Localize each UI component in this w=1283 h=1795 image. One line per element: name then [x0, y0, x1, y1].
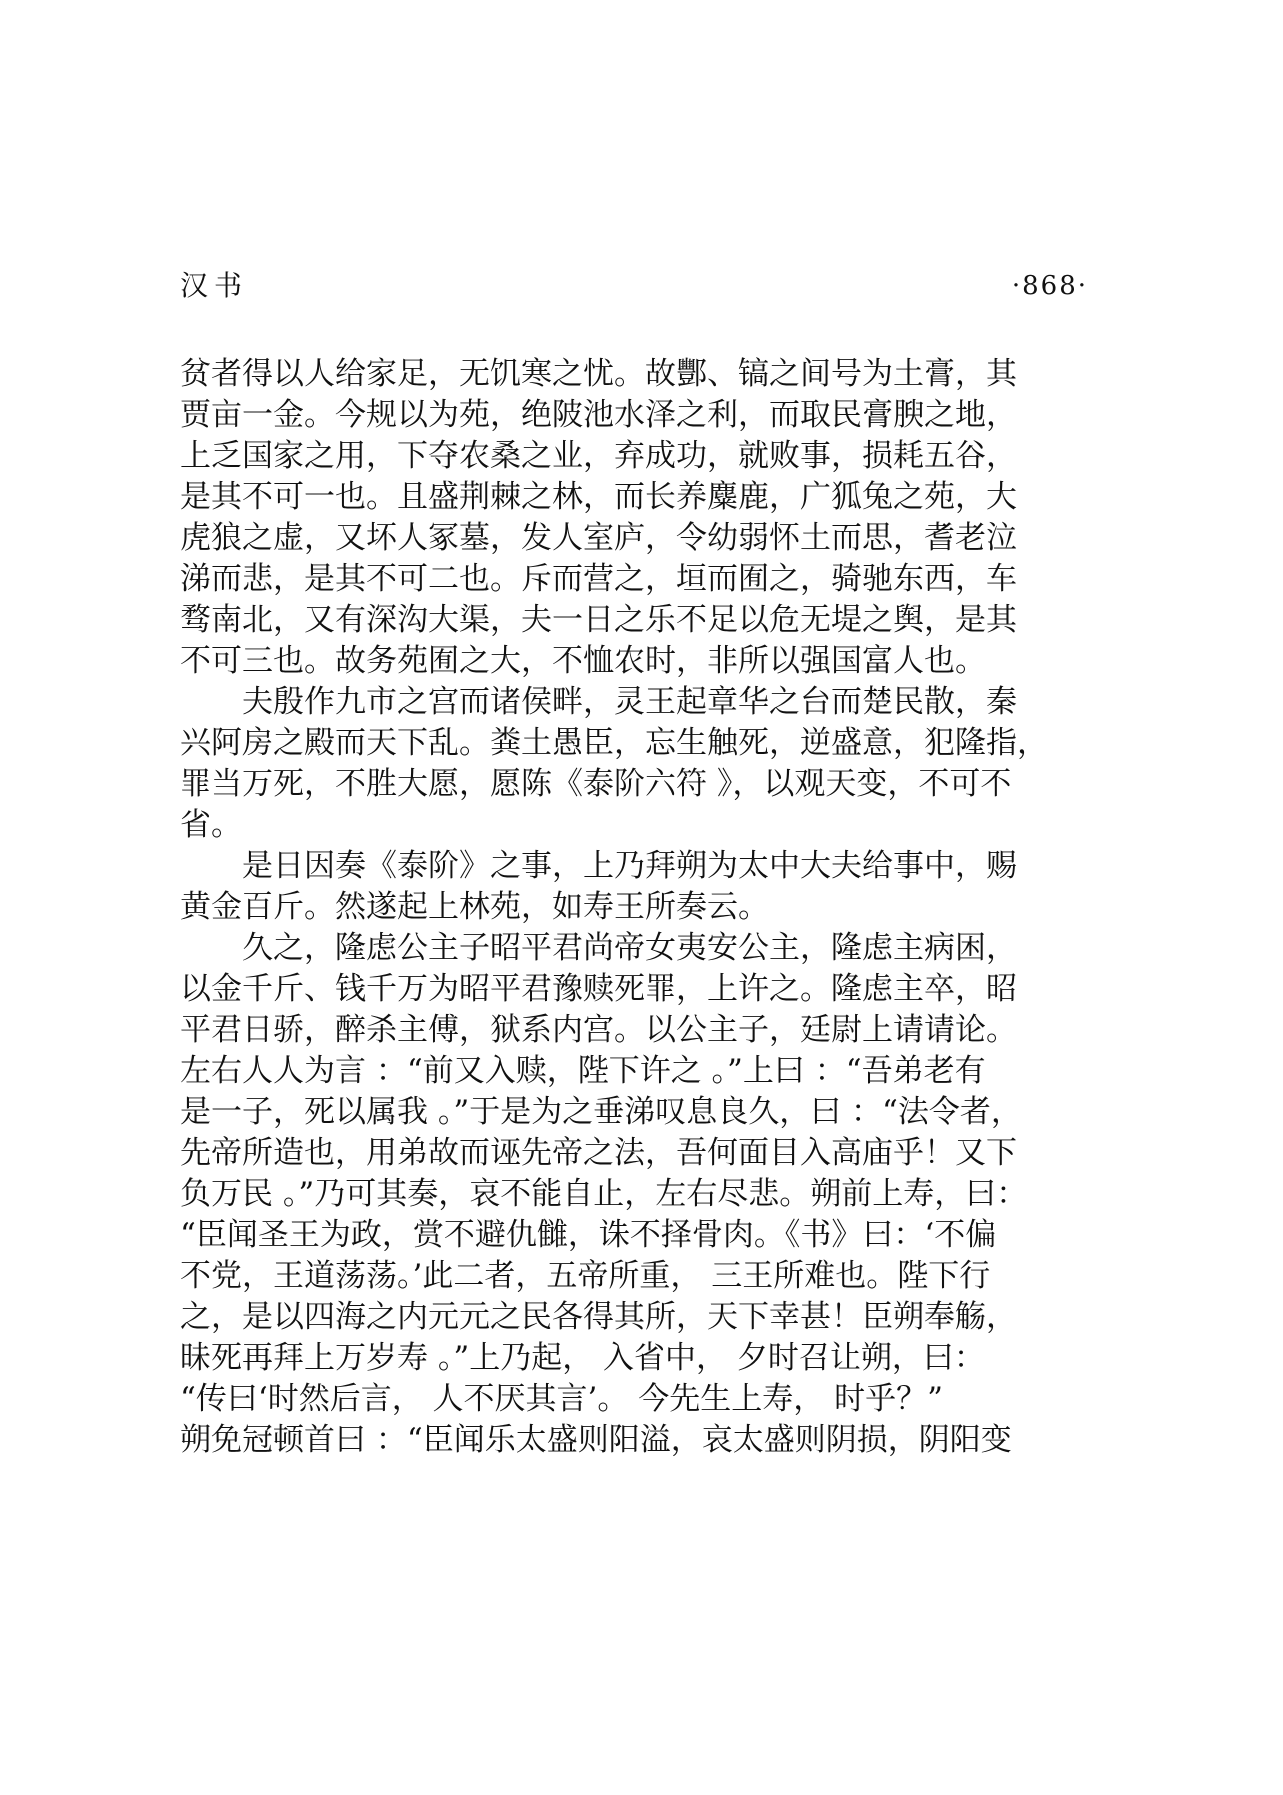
text-line: 上乏国家之用，下夺农桑之业，弃成功，就败事，损耗五谷，: [180, 438, 1017, 474]
text-line: 负万民 。”乃可其奏，哀不能自止，左右尽悲。朔前上寿，曰：: [180, 1176, 1028, 1212]
page-number: ·868·: [1011, 271, 1088, 301]
text-line: 贫者得以人给家足，无饥寒之忧。故酆、镐之间号为土膏，其: [180, 356, 1017, 392]
text-line: 贾亩一金。今规以为苑，绝陂池水泽之利，而取民膏腴之地，: [180, 397, 1017, 433]
text-line: 朔免冠顿首曰 ：“臣闻乐太盛则阳溢，哀太盛则阴损，阴阳变: [180, 1422, 1012, 1458]
text-line: 不可三也。故务苑囿之大，不恤农时，非所以强国富人也。: [180, 643, 986, 679]
text-line: 骛南北，又有深沟大渠，夫一日之乐不足以危无堤之舆，是其: [180, 602, 1017, 638]
body-text: [180, 354, 1100, 1461]
text-line: 涕而悲，是其不可二也。斥而营之，垣而囿之，骑驰东西，车: [180, 561, 1017, 597]
text-line: 之，是以四海之内元元之民各得其所，天下幸甚！臣朔奉觞，: [180, 1299, 1017, 1335]
text-line: “臣闻圣王为政，赏不避仇雠，诛不择骨肉。《书》曰：‘不偏: [180, 1217, 997, 1253]
text-line: 兴阿房之殿而天下乱。粪土愚臣，忘生触死，逆盛意，犯隆指，: [180, 725, 1048, 761]
text-line: 夫殷作九市之宫而诸侯畔，灵王起章华之台而楚民散，秦: [180, 684, 1017, 720]
book-title: 汉书: [180, 269, 249, 302]
text-line: 不党，王道荡荡。’此二者，五帝所重， 三王所难也。陛下行: [180, 1258, 991, 1294]
text-line: 以金千斤、钱千万为昭平君豫赎死罪，上许之。隆虑主卒，昭: [180, 971, 1017, 1007]
page-header: [180, 266, 1088, 306]
text-line: 左右人人为言 ：“前又入赎，陛下许之 。”上曰 ：“吾弟老有: [180, 1053, 986, 1089]
text-line: 省。: [180, 807, 242, 843]
text-line: “传曰‘时然后言， 人不厌其言’。 今先生上寿， 时乎？”: [180, 1381, 943, 1417]
text-line: 昧死再拜上万岁寿 。”上乃起， 入省中， 夕时召让朔，曰：: [180, 1340, 985, 1376]
text-line: 是一子，死以属我 。”于是为之垂涕叹息良久，曰 ：“法令者，: [180, 1094, 1022, 1130]
text-line: 久之，隆虑公主子昭平君尚帝女夷安公主，隆虑主病困，: [180, 930, 1017, 966]
text-line: 黄金百斤。然遂起上林苑，如寿王所奏云。: [180, 889, 769, 925]
text-line: 虎狼之虚，又坏人冢墓，发人室庐，令幼弱怀土而思，耆老泣: [180, 520, 1017, 556]
text-line: 是其不可一也。且盛荆棘之林，而长养麋鹿，广狐兔之苑，大: [180, 479, 1017, 515]
text-line: 先帝所造也，用弟故而诬先帝之法，吾何面目入高庙乎！又下: [180, 1135, 1017, 1171]
text-line: 平君日骄，醉杀主傅，狱系内宫。以公主子，廷尉上请请论。: [180, 1012, 1017, 1048]
text-line: 是日因奏《泰阶》之事，上乃拜朔为太中大夫给事中，赐: [180, 848, 1017, 884]
text-line: 罪当万死，不胜大愿，愿陈《泰阶六符 》，以观天变，不可不: [180, 766, 1012, 802]
